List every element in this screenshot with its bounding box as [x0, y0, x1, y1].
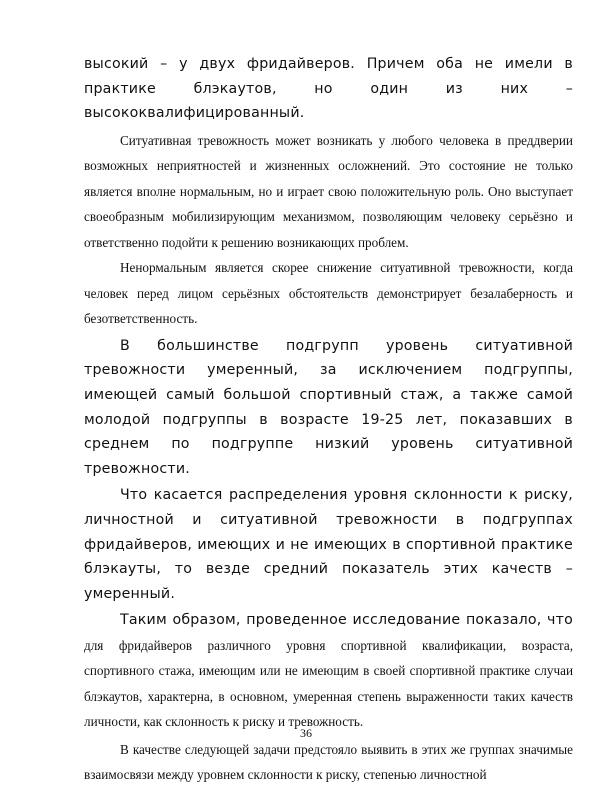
paragraph-situational-anxiety: Ситуативная тревожность может возникать у любого человека в преддверии возможных неприятностей и жизненных осложнений. Это состояние не только является вполне нормальным, но и играет свою положительную роль. Оно выступает своеобразным мобилизирующим механизмом, позволяющим человеку серьёзно и ответственно подойти к решению возникающих проблем.: [84, 132, 573, 250]
paragraph-distribution: Что касается распределения уровня склонности к риску, личностной и ситуативной тревожности в подгруппах фридайверов, имеющих и не имеющих в спортивной практике блэкауты, то везде средний показатель этих качеств – умеренный.: [84, 487, 573, 602]
paragraph-conclusion-body: для фридайверов различного уровня спортивной квалификации, возраста, спортивного стажа, имеющим или не имеющим в своей спортивной практике случаи блэкаутов, характерна, в основном, умеренная степень выраженности таких качеств личности, как склонность к риску и тревожность.: [84, 637, 573, 730]
paragraph-continuation: высокий – у двух фридайверов. Причем оба не имели в практике блэкаутов, но один из них – высококвалифицированный.: [84, 56, 573, 122]
paragraph-subgroups: В большинстве подгрупп уровень ситуативной тревожности умеренный, за исключением подгруппы, имеющей самый большой спортивный стаж, а также самой молодой подгруппы в возрасте 19-25 лет, показавших в среднем по подгруппе низкий уровень ситуативной тревожности.: [84, 337, 573, 477]
page-body: [84, 52, 573, 788]
page-number: 36: [300, 726, 312, 740]
paragraph-conclusion-start: Таким образом, проведенное исследование показало, что: [120, 612, 573, 629]
paragraph-next-task: В качестве следующей задачи предстояло выявить в этих же группах значимые взаимосвязи между уровнем склонности к риску, степенью личностной: [84, 741, 573, 783]
paragraph-abnormal-decrease: Ненормальным является скорее снижение ситуативной тревожности, когда человек перед лицом серьёзных обстоятельств демонстрирует безалаберность и безответственность.: [84, 260, 573, 327]
